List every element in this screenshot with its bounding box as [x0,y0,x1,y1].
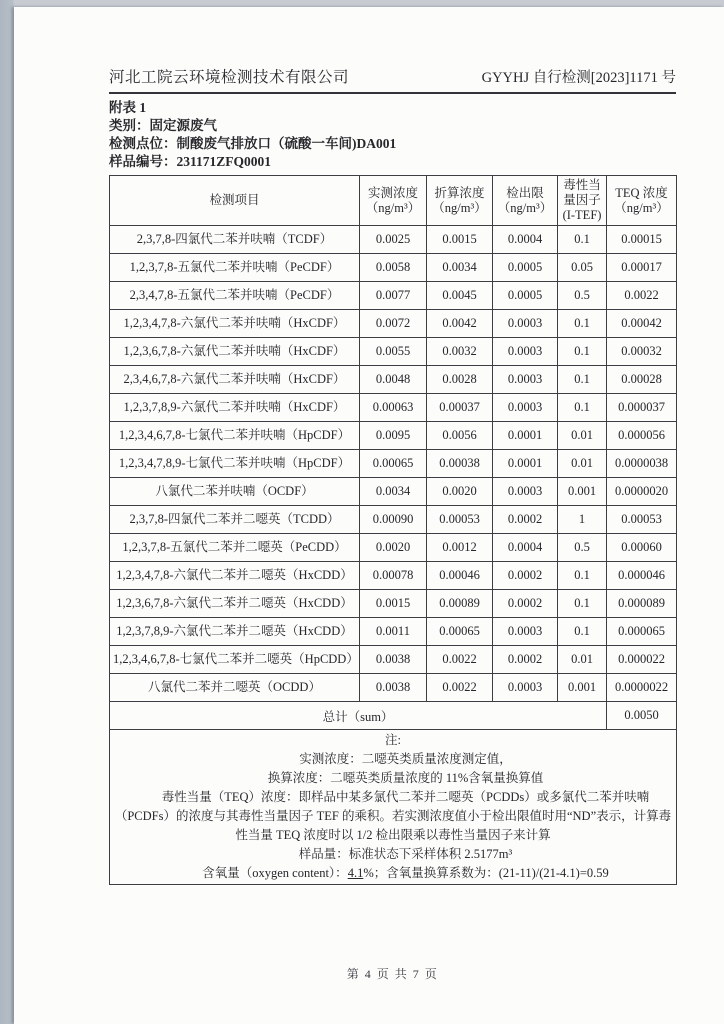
tef-cell: 0.1 [558,618,607,646]
measured-cell: 0.0077 [360,282,427,310]
measured-cell: 0.00090 [360,506,427,534]
location-line: 检测点位：制酸废气排放口（硫酸一车间)DA001 [109,136,397,151]
converted-cell: 0.0022 [427,674,493,702]
teq-cell: 0.000046 [607,562,677,590]
col-header-teq: TEQ 浓度 （ng/m³） [607,176,677,226]
detection-limit-cell: 0.0001 [493,422,558,450]
col-header-analyte: 检测项目 [110,176,360,226]
measured-cell: 0.0015 [360,590,427,618]
table-header-row [110,176,677,226]
teq-cell: 0.00032 [607,338,677,366]
appendix-label: 附表 1 [109,100,147,115]
teq-cell: 0.000065 [607,618,677,646]
detection-limit-cell: 0.0002 [493,562,558,590]
teq-cell: 0.000089 [607,590,677,618]
teq-cell: 0.0000022 [607,674,677,702]
detection-limit-cell: 0.0003 [493,394,558,422]
table-row [110,478,677,506]
oxygen-suffix: %；含氧量换算系数为：(21-11)/(21-4.1)=0.59 [363,866,609,880]
analyte-cell: 1,2,3,4,6,7,8-七氯代二苯并呋喃（HpCDF） [110,422,360,450]
sum-label: 总计（sum） [110,702,607,730]
teq-cell: 0.00042 [607,310,677,338]
detection-limit-cell: 0.0002 [493,506,558,534]
analyte-cell: 1,2,3,7,8,9-六氯代二苯并呋喃（HxCDF） [110,394,360,422]
teq-cell: 0.000022 [607,646,677,674]
table-row [110,254,677,282]
tef-cell: 0.001 [558,674,607,702]
analyte-cell: 2,3,7,8-四氯代二苯并呋喃（TCDF） [110,226,360,254]
tef-cell: 0.01 [558,422,607,450]
col-header-converted: 折算浓度 （ng/m³） [427,176,493,226]
measured-cell: 0.0011 [360,618,427,646]
detection-limit-cell: 0.0004 [493,226,558,254]
note-converted-definition: 换算浓度：二噁英类质量浓度的 11%含氧量换算值 [267,771,544,785]
tef-cell: 0.5 [558,534,607,562]
analyte-cell: 1,2,3,6,7,8-六氯代二苯并二噁英（HxCDD） [110,590,360,618]
sum-row [110,702,677,730]
sample-meta [109,99,676,171]
measured-cell: 0.0048 [360,366,427,394]
tef-cell: 1 [558,506,607,534]
col-header-measured: 实测浓度 （ng/m³） [360,176,427,226]
measured-cell: 0.0095 [360,422,427,450]
table-row [110,506,677,534]
measured-cell: 0.0034 [360,478,427,506]
detection-limit-cell: 0.0003 [493,674,558,702]
table-row [110,590,677,618]
teq-cell: 0.00053 [607,506,677,534]
detection-limit-cell: 0.0003 [493,478,558,506]
table-row [110,562,677,590]
teq-cell: 0.0022 [607,282,677,310]
converted-cell: 0.0042 [427,310,493,338]
table-row [110,450,677,478]
tef-cell: 0.1 [558,590,607,618]
note-sample-volume: 样品量：标准状态下采样体积 2.5177m³ [298,847,513,861]
measured-cell: 0.0025 [360,226,427,254]
measured-cell: 0.0072 [360,310,427,338]
tef-cell: 0.001 [558,478,607,506]
converted-cell: 0.0045 [427,282,493,310]
converted-cell: 0.0028 [427,366,493,394]
tef-cell: 0.1 [558,366,607,394]
tef-cell: 0.1 [558,226,607,254]
converted-cell: 0.0015 [427,226,493,254]
teq-cell: 0.00028 [607,366,677,394]
analyte-cell: 1,2,3,6,7,8-六氯代二苯并呋喃（HxCDF） [110,338,360,366]
analyte-cell: 1,2,3,4,6,7,8-七氯代二苯并二噁英（HpCDD） [110,646,360,674]
converted-cell: 0.00089 [427,590,493,618]
detection-limit-cell: 0.0005 [493,254,558,282]
teq-cell: 0.00015 [607,226,677,254]
detection-limit-cell: 0.0003 [493,618,558,646]
tef-cell: 0.1 [558,562,607,590]
analyte-cell: 2,3,7,8-四氯代二苯并二噁英（TCDD） [110,506,360,534]
tef-cell: 0.1 [558,310,607,338]
analyte-cell: 1,2,3,4,7,8,9-七氯代二苯并呋喃（HpCDF） [110,450,360,478]
teq-cell: 0.000056 [607,422,677,450]
table-row [110,674,677,702]
table-row [110,422,677,450]
analyte-cell: 八氯代二苯并呋喃（OCDF） [110,478,360,506]
teq-cell: 0.0000038 [607,450,677,478]
table-row [110,366,677,394]
table-row [110,226,677,254]
tef-cell: 0.01 [558,450,607,478]
document-page [14,7,724,1024]
analyte-cell: 2,3,4,6,7,8-六氯代二苯并呋喃（HxCDF） [110,366,360,394]
measured-cell: 0.0055 [360,338,427,366]
tef-cell: 0.1 [558,394,607,422]
detection-limit-cell: 0.0004 [493,534,558,562]
tef-cell: 0.1 [558,338,607,366]
analyte-cell: 2,3,4,7,8-五氯代二苯并呋喃（PeCDF） [110,282,360,310]
table-row [110,310,677,338]
measured-cell: 0.00078 [360,562,427,590]
notes-block [110,730,677,885]
col-header-detection-limit: 检出限 （ng/m³） [493,176,558,226]
category-line: 类别：固定源废气 [109,118,217,133]
teq-cell: 0.00060 [607,534,677,562]
page-number-footer: 第 4 页 共 7 页 [346,967,439,981]
teq-cell: 0.00017 [607,254,677,282]
notes-title: 注: [385,733,401,747]
col-header-tef: 毒性当量因子 (I-TEF) [558,176,607,226]
measured-cell: 0.00063 [360,394,427,422]
converted-cell: 0.0022 [427,646,493,674]
detection-limit-cell: 0.0005 [493,282,558,310]
analyte-cell: 1,2,3,4,7,8-六氯代二苯并二噁英（HxCDD） [110,562,360,590]
analyte-cell: 1,2,3,7,8-五氯代二苯并二噁英（PeCDD） [110,534,360,562]
document-header [109,65,676,94]
table-row [110,282,677,310]
teq-cell: 0.0000020 [607,478,677,506]
measured-cell: 0.0058 [360,254,427,282]
company-name: 河北工院云环境检测技术有限公司 [109,69,350,86]
detection-limit-cell: 0.0002 [493,646,558,674]
converted-cell: 0.0056 [427,422,493,450]
detection-limit-cell: 0.0003 [493,310,558,338]
note-teq-definition: 毒性当量（TEQ）浓度：即样品中某多氯代二苯并二噁英（PCDDs）或多氯代二苯并呋喃（PCDFs）的浓度与其毒性当量因子 TEF 的乘积。若实测浓度值小于检出限值时用“ND”表示，计算毒性当量 TEQ 浓度时以 1/2 检出限乘以毒性当量因子来计算 [114,790,672,842]
measured-cell: 0.0020 [360,534,427,562]
converted-cell: 0.0020 [427,478,493,506]
analyte-cell: 1,2,3,4,7,8-六氯代二苯并呋喃（HxCDF） [110,310,360,338]
tef-cell: 0.05 [558,254,607,282]
detection-limit-cell: 0.0001 [493,450,558,478]
measured-cell: 0.00065 [360,450,427,478]
detection-limit-cell: 0.0003 [493,366,558,394]
analyte-cell: 1,2,3,7,8,9-六氯代二苯并二噁英（HxCDD） [110,618,360,646]
sum-teq-value: 0.0050 [607,702,677,730]
converted-cell: 0.00038 [427,450,493,478]
table-row [110,394,677,422]
converted-cell: 0.0012 [427,534,493,562]
converted-cell: 0.0032 [427,338,493,366]
oxygen-value: 4.1 [347,866,364,880]
analyte-cell: 1,2,3,7,8-五氯代二苯并呋喃（PeCDF） [110,254,360,282]
detection-limit-cell: 0.0002 [493,590,558,618]
tef-cell: 0.5 [558,282,607,310]
results-table [109,175,677,885]
sample-number-line: 样品编号：231171ZFQ0001 [109,154,272,169]
table-row [110,534,677,562]
analyte-cell: 八氯代二苯并二噁英（OCDD） [110,674,360,702]
notes-row [110,730,677,885]
converted-cell: 0.00037 [427,394,493,422]
oxygen-prefix: 含氧量（oxygen content）： [202,866,348,880]
teq-cell: 0.000037 [607,394,677,422]
measured-cell: 0.0038 [360,674,427,702]
converted-cell: 0.00046 [427,562,493,590]
converted-cell: 0.00065 [427,618,493,646]
converted-cell: 0.00053 [427,506,493,534]
measured-cell: 0.0038 [360,646,427,674]
page-content [109,7,676,885]
table-row [110,618,677,646]
converted-cell: 0.0034 [427,254,493,282]
table-row [110,646,677,674]
detection-limit-cell: 0.0003 [493,338,558,366]
tef-cell: 0.01 [558,646,607,674]
note-oxygen-content [113,864,673,883]
report-number: GYYHJ 自行检测[2023]1171 号 [481,70,676,86]
note-measured-definition: 实测浓度：二噁英类质量浓度测定值， [299,752,512,766]
table-row [110,338,677,366]
